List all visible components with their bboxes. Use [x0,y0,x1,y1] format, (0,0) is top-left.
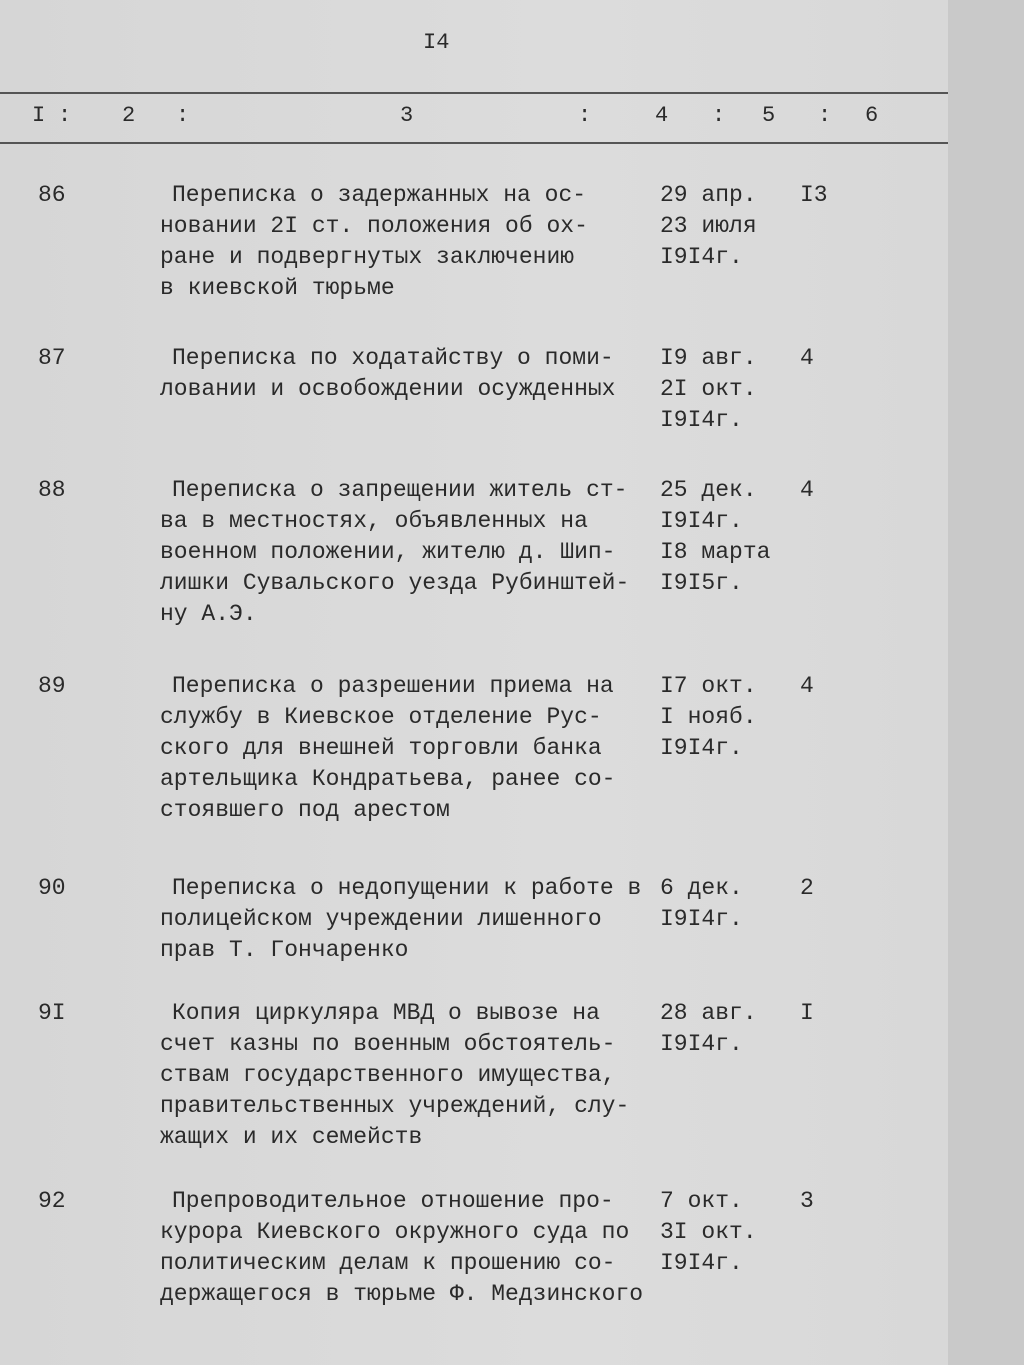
column-header: 5 [762,103,776,128]
header-rule-top [0,92,948,94]
entry-title [160,873,641,966]
date-line: 25 дек. [660,477,757,503]
title-line: Переписка о запрещении житель ст- [172,477,628,503]
entry-title [160,998,629,1153]
title-line: Переписка о задержанных на ос- [172,182,587,208]
title-line: держащегося в тюрьме Ф. Медзинского [160,1281,644,1307]
date-line: I8 марта [660,539,771,565]
column-header: 3 [400,103,414,128]
date-line: I9I5г. [660,570,743,596]
title-line: прав Т. Гончаренко [160,937,409,963]
title-line: военном положении, жителю д. Шип- [160,539,616,565]
date-line: 7 окт. [660,1188,743,1214]
title-line: Переписка по ходатайству о поми- [172,345,614,371]
column-header: 6 [865,103,879,128]
entry-dates [660,671,757,764]
title-line: Копия циркуляра МВД о вывозе на [172,1000,600,1026]
sheet-count: I [800,1000,814,1026]
sheet-count: 2 [800,875,814,901]
sheet-count: 4 [800,345,814,371]
date-line: I9 авг. [660,345,757,371]
title-line: стоявшего под арестом [160,797,450,823]
date-line: 28 авг. [660,1000,757,1026]
entry-number: 87 [38,345,66,371]
title-line: жащих и их семейств [160,1124,423,1150]
entry-dates [660,998,757,1060]
column-header: : [176,103,190,128]
date-line: 29 апр. [660,182,757,208]
title-line: политическим делам к прошению со- [160,1250,616,1276]
entry-title [160,180,588,304]
sheet-count: 3 [800,1188,814,1214]
entry-number: 86 [38,182,66,208]
title-line: в киевской тюрьме [160,275,395,301]
entry-number: 9I [38,1000,66,1026]
title-line: ране и подвергнутых заключению [160,244,575,270]
entry-dates [660,180,757,273]
title-line: Препроводительное отношение про- [172,1188,614,1214]
entry-number: 90 [38,875,66,901]
sheet-count: I3 [800,182,828,208]
title-line: счет казны по военным обстоятель- [160,1031,616,1057]
title-line: Переписка о разрешении приема на [172,673,614,699]
title-line: ствам государственного имущества, [160,1062,616,1088]
title-line: курора Киевского окружного суда по [160,1219,630,1245]
column-header: 2 [122,103,136,128]
title-line: службу в Киевское отделение Рус- [160,704,602,730]
entry-number: 89 [38,673,66,699]
title-line: правительственных учреждений, слу- [160,1093,630,1119]
date-line: 3I окт. [660,1219,757,1245]
entry-number: 88 [38,477,66,503]
column-header: I [32,103,46,128]
entry-title [160,1186,643,1310]
date-line: I9I4г. [660,508,743,534]
column-header: : [712,103,726,128]
date-line: I9I4г. [660,1031,743,1057]
date-line: I9I4г. [660,1250,743,1276]
title-line: ловании и освобождении осужденных [160,376,616,402]
title-line: артельщика Кондратьева, ранее со- [160,766,616,792]
header-rule-bottom [0,142,948,144]
title-line: ва в местностях, объявленных на [160,508,588,534]
date-line: 6 дек. [660,875,743,901]
column-header: : [818,103,832,128]
date-line: I9I4г. [660,906,743,932]
column-header: : [578,103,592,128]
entry-title [160,475,629,630]
title-line: Переписка о недопущении к работе в [172,875,642,901]
date-line: I7 окт. [660,673,757,699]
entry-title [160,671,615,826]
entry-dates [660,873,743,935]
column-header: 4 [655,103,669,128]
date-line: I нояб. [660,704,757,730]
column-header: : [58,103,72,128]
title-line: новании 2I ст. положения об ох- [160,213,588,239]
entry-dates [660,475,770,599]
page-number: I4 [423,30,450,55]
title-line: лишки Сувальского уезда Рубинштей- [160,570,630,596]
title-line: ну А.Э. [160,601,257,627]
date-line: I9I4г. [660,735,743,761]
sheet-count: 4 [800,673,814,699]
entry-dates [660,1186,757,1279]
title-line: ского для внешней торговли банка [160,735,602,761]
title-line: полицейском учреждении лишенного [160,906,602,932]
entry-number: 92 [38,1188,66,1214]
entry-title [160,343,615,405]
entry-dates [660,343,757,436]
page-edge [948,0,1024,1365]
date-line: 2I окт. [660,376,757,402]
sheet-count: 4 [800,477,814,503]
date-line: I9I4г. [660,407,743,433]
date-line: I9I4г. [660,244,743,270]
date-line: 23 июля [660,213,757,239]
